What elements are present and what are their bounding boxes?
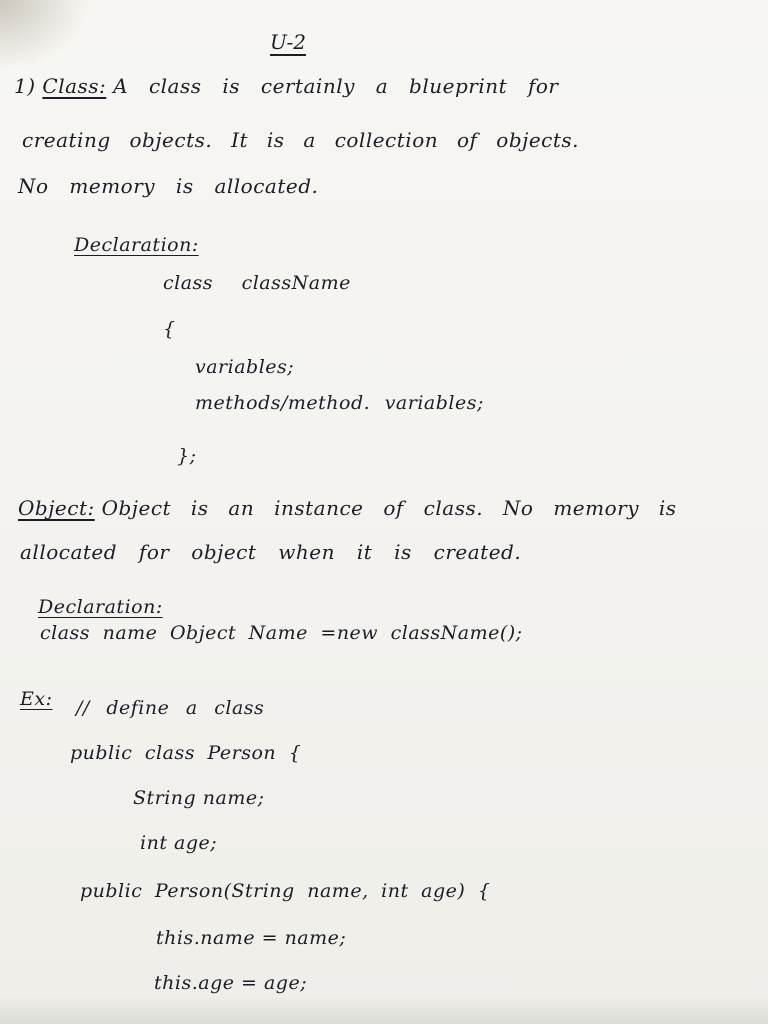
class-definition-line-3: No memory is allocated. <box>18 174 319 198</box>
class-code-line-5: }; <box>177 445 197 467</box>
object-definition-text: Object is an instance of class. No memory is <box>101 496 677 520</box>
object-term: Object: <box>18 496 95 520</box>
class-definition-line-2: creating objects. It is a collection of objects. <box>22 128 580 152</box>
object-definition-line-1 <box>18 496 677 520</box>
example-code-line-4: public Person(String name, int age) { <box>80 880 491 902</box>
page-corner-shadow <box>0 0 90 70</box>
class-definition-text: A class is certainly a blueprint for <box>113 74 559 98</box>
example-code-line-5: this.name = name; <box>156 927 347 949</box>
section-number: 1) <box>14 74 36 98</box>
class-code-line-4: methods/method. variables; <box>195 392 484 414</box>
class-declaration-label: Declaration: <box>74 234 199 256</box>
class-code-line-3: variables; <box>195 356 295 378</box>
example-code-line-1: public class Person { <box>70 742 302 764</box>
class-term: Class: <box>42 74 107 98</box>
class-code-line-2: { <box>163 318 176 340</box>
example-code-line-6: this.age = age; <box>154 972 308 994</box>
object-declaration-code: class name Object Name =new className(); <box>40 622 523 644</box>
page-heading: U-2 <box>270 30 306 54</box>
object-declaration-label: Declaration: <box>38 596 163 618</box>
example-code-line-2: String name; <box>133 787 265 809</box>
page-bottom-shadow <box>0 996 768 1024</box>
example-code-line-3: int age; <box>140 832 218 854</box>
class-definition-line-1 <box>14 74 559 98</box>
example-comment: // define a class <box>76 697 265 719</box>
example-label: Ex: <box>20 688 53 710</box>
class-code-line-1: class className <box>163 272 351 294</box>
object-definition-line-2: allocated for object when it is created. <box>20 540 522 564</box>
